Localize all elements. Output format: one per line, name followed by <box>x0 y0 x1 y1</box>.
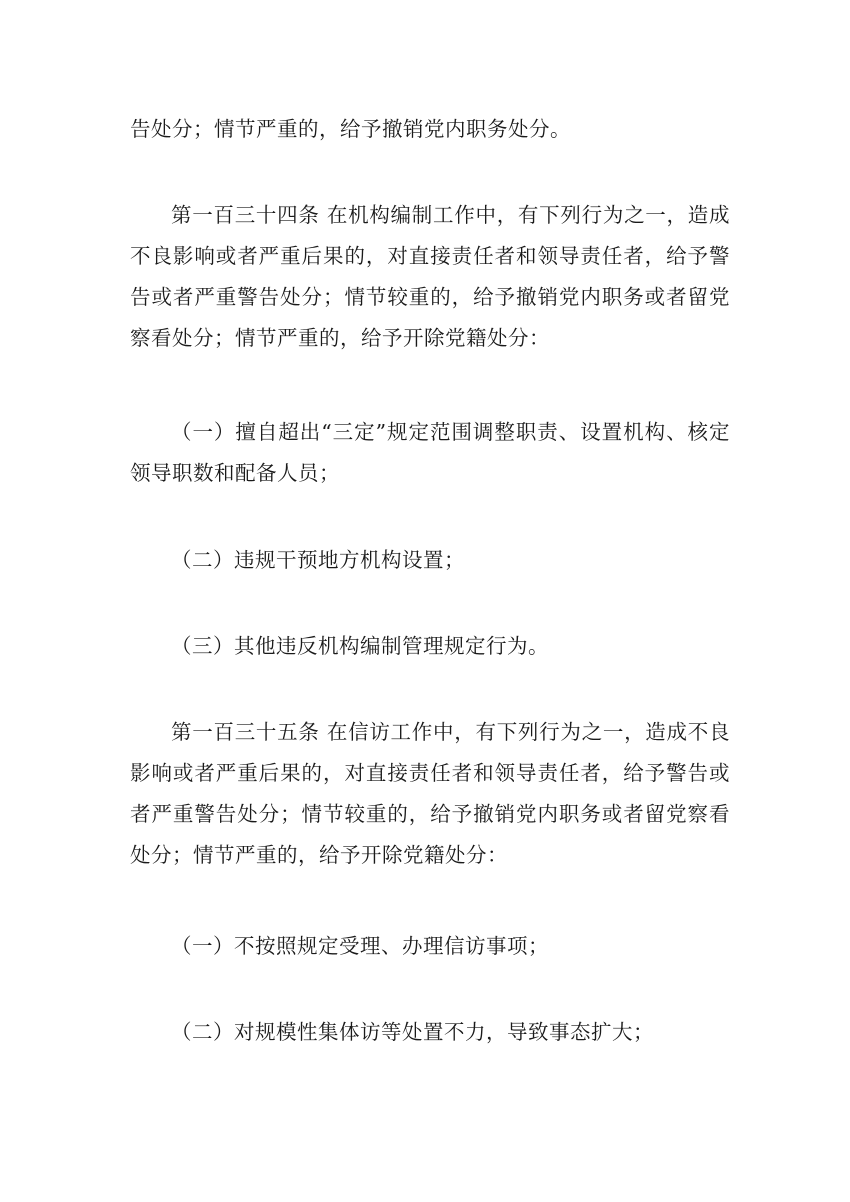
paragraph-item-2-b: （二）对规模性集体访等处置不力，导致事态扩大； <box>171 1020 654 1044</box>
paragraph-continuation: 告处分；情节严重的，给予撤销党内职务处分。 <box>130 117 571 141</box>
paragraph-item-2: （二）违规干预地方机构设置； <box>171 548 465 572</box>
paragraph-item-1-b: （一）不按照规定受理、办理信访事项； <box>171 934 549 958</box>
paragraph-article-135: 第一百三十五条 在信访工作中，有下列行为之一，造成不良影响或者严重后果的，对直接责任者和领导责任者，给予警告或者严重警告处分；情节较重的，给予撤销党内职务或者留党察看处分；情节严重的，给予开除党籍处分： <box>130 720 730 867</box>
paragraph-item-1: （一）擅自超出“三定”规定范围调整职责、设置机构、核定领导职数和配备人员； <box>130 420 730 485</box>
paragraph-article-134: 第一百三十四条 在机构编制工作中，有下列行为之一，造成不良影响或者严重后果的，对直接责任者和领导责任者，给予警告或者严重警告处分；情节较重的，给予撤销党内职务或者留党察看处分；情节严重的，给予开除党籍处分： <box>130 203 730 350</box>
paragraph-item-3: （三）其他违反机构编制管理规定行为。 <box>171 634 549 658</box>
